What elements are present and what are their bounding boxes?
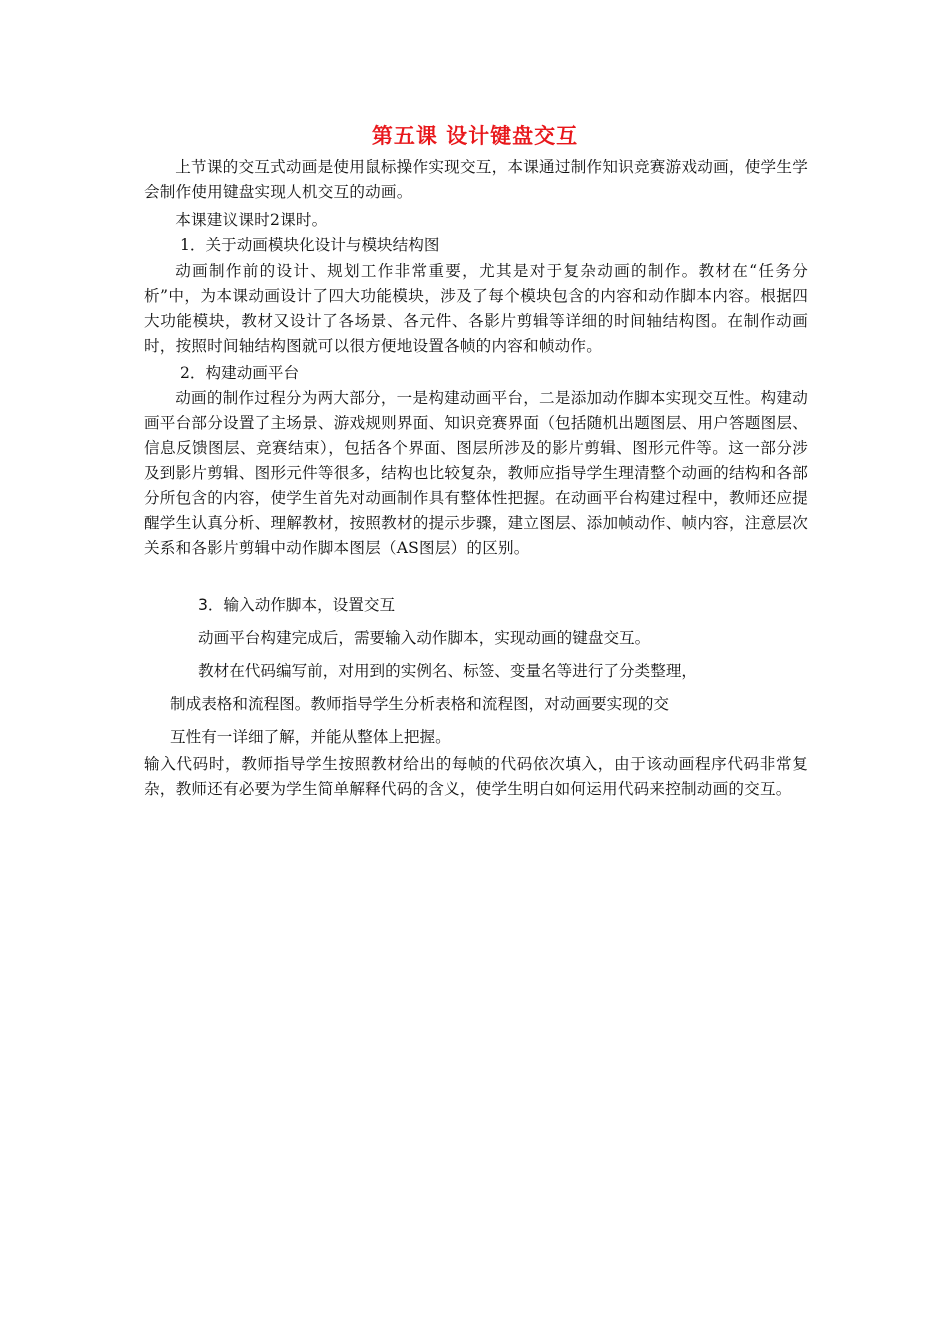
closing-paragraph xyxy=(144,752,808,802)
section1-body: 动画制作前的设计、规划工作非常重要，尤其是对于复杂动画的制作。教材在“任务分析”中，为本课动画设计了四大功能模块，涉及了每个模块包含的内容和动作脚本内容。根据四大功能模块，教材又设计了各场景、各元件、各影片剪辑等详细的时间轴结构图。在制作动画时，按照时间轴结构图就可以很方便地设置各帧的内容和帧动作。 xyxy=(144,262,808,355)
section3-line-4: 互性有一详细了解，并能从整体上把握。 xyxy=(170,728,451,746)
section2-paragraph xyxy=(144,386,808,561)
section3-heading: 3．输入动作脚本，设置交互 xyxy=(198,596,396,614)
hours-paragraph xyxy=(144,208,808,233)
hours-text: 本课建议课时2课时。 xyxy=(175,211,328,229)
closing-text: 输入代码时，教师指导学生按照教材给出的每帧的代码依次填入，由于该动画程序代码非常复杂，教师还有必要为学生简单解释代码的含义，使学生明白如何运用代码来控制动画的交互。 xyxy=(144,755,808,798)
section1-paragraph xyxy=(144,259,808,359)
section1-heading: 1．关于动画模块化设计与模块结构图 xyxy=(180,236,440,254)
section3-line-3: 制成表格和流程图。教师指导学生分析表格和流程图，对动画要实现的交 xyxy=(170,695,670,713)
lesson-title: 第五课 设计键盘交互 xyxy=(371,123,579,148)
intro-paragraph xyxy=(144,155,808,205)
section2-heading: 2．构建动画平台 xyxy=(180,364,300,382)
intro-text: 上节课的交互式动画是使用鼠标操作实现交互，本课通过制作知识竞赛游戏动画，使学生学会制作使用键盘实现人机交互的动画。 xyxy=(144,158,808,201)
section3-line-2: 教材在代码编写前，对用到的实例名、标签、变量名等进行了分类整理， xyxy=(198,662,698,680)
section3-line-1: 动画平台构建完成后，需要输入动作脚本，实现动画的键盘交互。 xyxy=(198,629,651,647)
section2-body: 动画的制作过程分为两大部分，一是构建动画平台，二是添加动作脚本实现交互性。构建动画平台部分设置了主场景、游戏规则界面、知识竞赛界面（包括随机出题图层、用户答题图层、信息反馈图层、竞赛结束），包括各个界面、图层所涉及的影片剪辑、图形元件等。这一部分涉及到影片剪辑、图形元件等很多，结构也比较复杂，教师应指导学生理清整个动画的结构和各部分所包含的内容，使学生首先对动画制作具有整体性把握。在动画平台构建过程中，教师还应提醒学生认真分析、理解教材，按照教材的提示步骤，建立图层、添加帧动作、帧内容，注意层次关系和各影片剪辑中动作脚本图层（AS图层）的区别。 xyxy=(144,389,808,557)
